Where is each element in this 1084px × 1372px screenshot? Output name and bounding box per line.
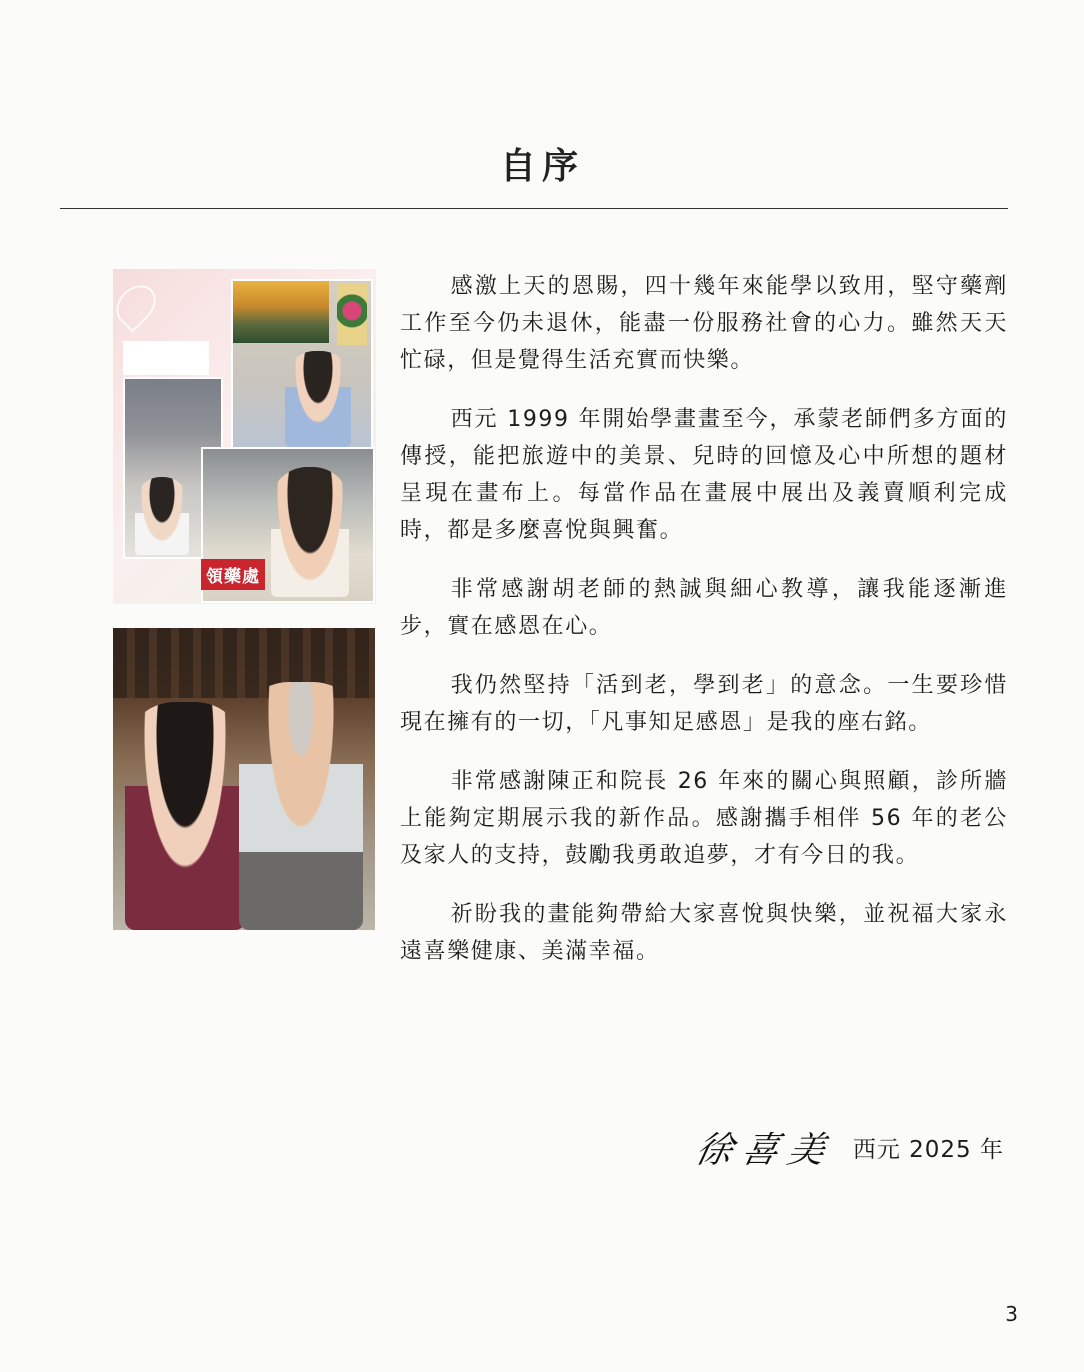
signature-date: 西元 2025 年 bbox=[852, 1137, 1004, 1163]
paragraph: 西元 1999 年開始學畫畫至今，承蒙老師們多方面的傳授，能把旅遊中的美景、兒時的回憶及心中所想的題材呈現在畫布上。每當作品在畫展中展出及義賣順利完成時，都是多麼喜悅與興奮。 bbox=[400, 407, 1008, 543]
handwritten-signature: 徐喜美 bbox=[691, 1130, 839, 1171]
flower-painting bbox=[337, 283, 367, 345]
paragraph: 非常感謝陳正和院長 26 年來的關心與照顧，診所牆上能夠定期展示我的新作品。感謝攜手相伴 56 年的老公及家人的支持，鼓勵我勇敢追夢，才有今日的我。 bbox=[400, 769, 1008, 868]
mountain-painting bbox=[233, 281, 329, 343]
painting-wall-photo bbox=[231, 279, 373, 451]
signature-block bbox=[691, 1122, 1004, 1173]
woman-figure bbox=[285, 351, 351, 447]
man-figure bbox=[239, 682, 363, 930]
title-divider bbox=[60, 208, 1008, 209]
heart-decoration bbox=[113, 277, 164, 332]
paragraph: 非常感謝胡老師的熱誠與細心教導，讓我能逐漸進步，實在感恩在心。 bbox=[400, 577, 1008, 639]
paragraph: 祈盼我的畫能夠帶給大家喜悅與快樂，並祝福大家永遠喜樂健康、美滿幸福。 bbox=[400, 902, 1008, 964]
page-number: 3 bbox=[1005, 1302, 1018, 1326]
collage-white-patch bbox=[123, 341, 209, 375]
paragraph: 感激上天的恩賜，四十幾年來能學以致用，堅守藥劑工作至今仍未退休，能盡一份服務社會的心力。雖然天天忙碌，但是覺得生活充實而快樂。 bbox=[400, 274, 1008, 373]
photo-collage bbox=[113, 269, 376, 604]
pharmacist-figure bbox=[271, 467, 349, 597]
couple-photo bbox=[113, 628, 375, 930]
woman-figure bbox=[125, 702, 245, 930]
nurse-figure bbox=[135, 477, 189, 555]
preface-body bbox=[400, 268, 1008, 992]
paragraph: 我仍然堅持「活到老，學到老」的意念。一生要珍惜現在擁有的一切，「凡事知足感恩」是我的座右銘。 bbox=[400, 673, 1008, 735]
pharmacy-sign: 領藥處 bbox=[201, 559, 265, 590]
page-title: 自序 bbox=[499, 146, 584, 187]
